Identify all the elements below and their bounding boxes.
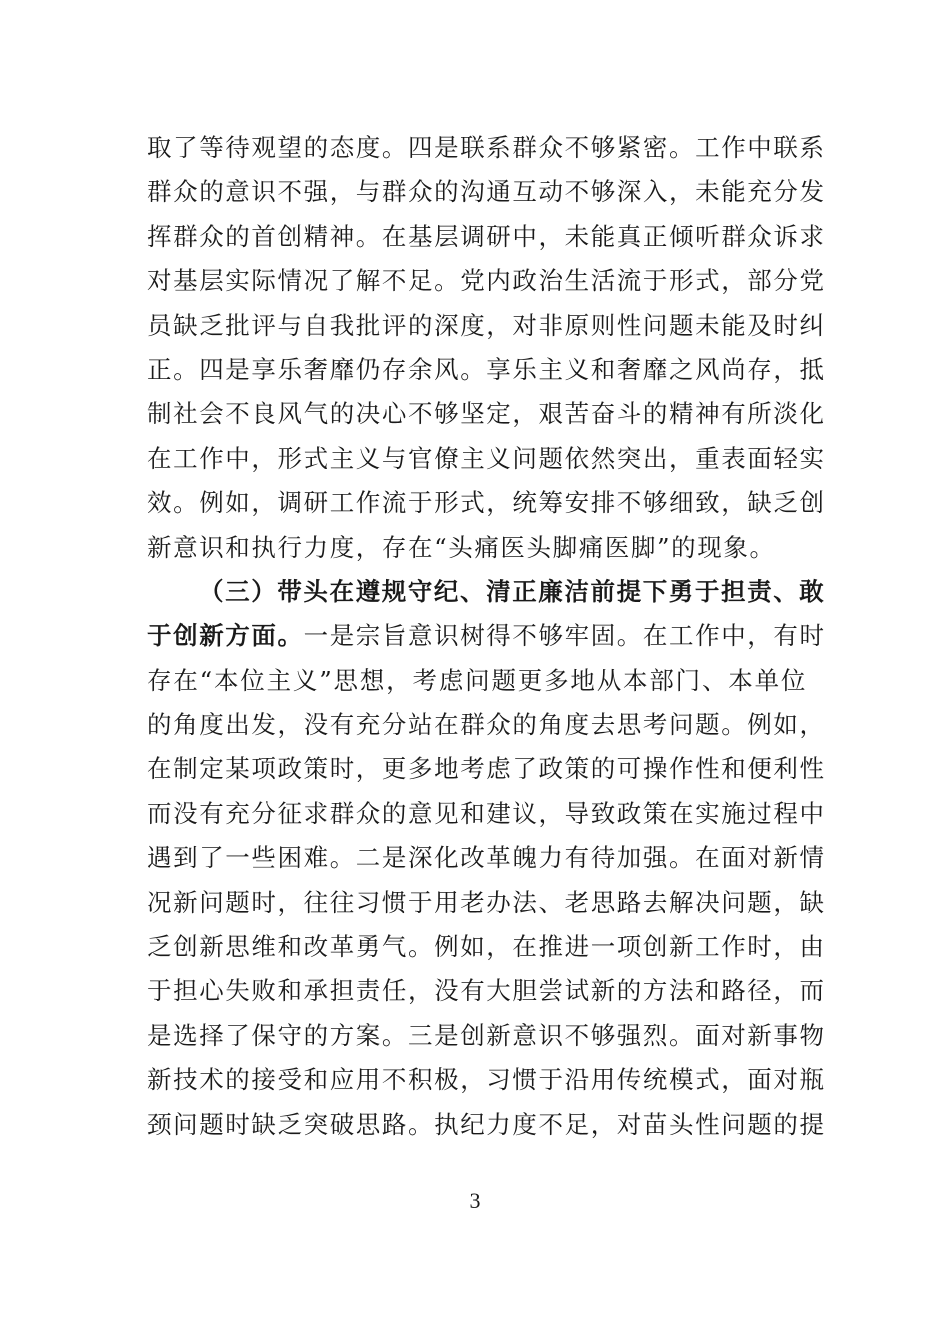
text-line-9: 效。例如，调研工作流于形式，统筹安排不够细致，缺乏创 <box>147 488 826 518</box>
text-line-3: 挥群众的首创精神。在基层调研中，未能真正倾听群众诉求 <box>147 221 826 251</box>
text-line-8: 在工作中，形式主义与官僚主义问题依然突出，重表面轻实 <box>147 443 826 473</box>
text-line-10: 新意识和执行力度，存在“头痛医头脚痛医脚”的现象。 <box>147 532 776 562</box>
text-line-20: 于担心失败和承担责任，没有大胆尝试新的方法和路径，而 <box>147 976 826 1006</box>
text-line-1: 取了等待观望的态度。四是联系群众不够紧密。工作中联系 <box>147 133 826 162</box>
text-line-13: 存在“本位主义”思想，考虑问题更多地从本部门、本单位 <box>147 665 807 695</box>
text-line-22: 新技术的接受和应用不积极，习惯于沿用传统模式，面对瓶 <box>147 1065 826 1095</box>
text-line-16: 而没有充分征求群众的意见和建议，导致政策在实施过程中 <box>147 798 826 828</box>
section-heading-line-1: （三）带头在遵规守纪、清正廉洁前提下勇于担责、敢 <box>199 576 826 606</box>
text-line-18: 况新问题时，往往习惯于用老办法、老思路去解决问题，缺 <box>147 887 826 917</box>
text-line-5: 员缺乏批评与自我批评的深度，对非原则性问题未能及时纠 <box>147 310 826 340</box>
text-line-23: 颈问题时缺乏突破思路。执纪力度不足，对苗头性问题的提 <box>147 1109 826 1139</box>
text-line-2: 群众的意识不强，与群众的沟通互动不够深入，未能充分发 <box>147 177 826 207</box>
text-line-7: 制社会不良风气的决心不够坚定，艰苦奋斗的精神有所淡化 <box>147 399 826 429</box>
body-text <box>147 126 826 1147</box>
section-heading-tail: 于创新方面。 <box>147 621 304 651</box>
text-line-17: 遇到了一些困难。二是深化改革魄力有待加强。在面对新情 <box>147 843 826 873</box>
text-line-4: 对基层实际情况了解不足。党内政治生活流于形式，部分党 <box>147 266 826 296</box>
section-heading-line-2 <box>147 614 826 658</box>
text-line-14: 的角度出发，没有充分站在群众的角度去思考问题。例如， <box>147 710 826 740</box>
text-line-21: 是选择了保守的方案。三是创新意识不够强烈。面对新事物 <box>147 1020 826 1050</box>
text-line-6: 正。四是享乐奢靡仍存余风。享乐主义和奢靡之风尚存，抵 <box>147 354 826 384</box>
text-line-15: 在制定某项政策时，更多地考虑了政策的可操作性和便利性 <box>147 754 826 784</box>
text-line-19: 乏创新思维和改革勇气。例如，在推进一项创新工作时，由 <box>147 932 826 962</box>
page-number: 3 <box>469 1188 481 1213</box>
section-text-start: 一是宗旨意识树得不够牢固。在工作中，有时 <box>303 621 826 651</box>
